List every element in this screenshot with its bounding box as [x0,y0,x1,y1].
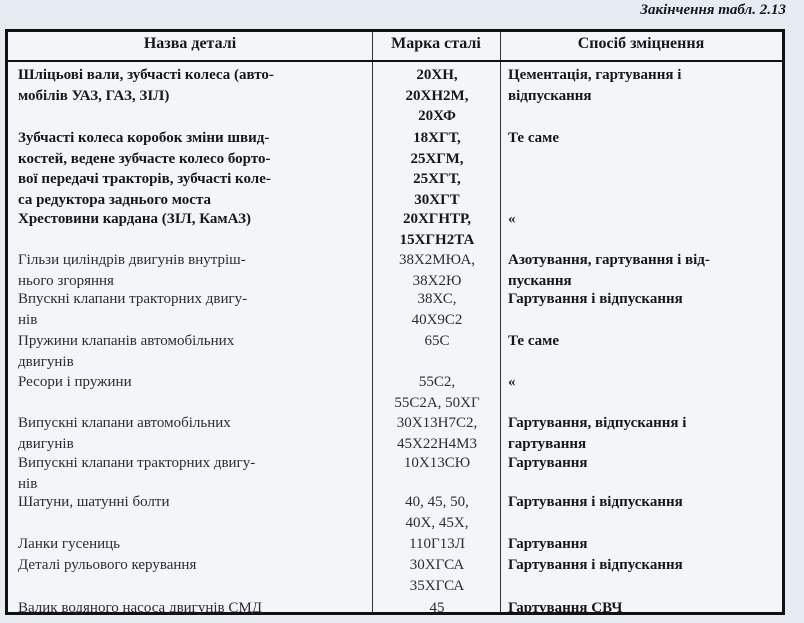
part-name-cell: Пружини клапанів автомобільних двигунів [18,333,235,370]
part-name-cell: Випускні клапани автомобільних двигунів [18,415,231,452]
hardening-method-cell: Гартування і відпускання [508,494,683,510]
hardening-method-cell: Гартування, відпускання і гартування [508,415,687,452]
part-name-cell: Шатуни, шатунні болти [18,494,170,510]
part-name-cell: Зубчасті колеса коробок зміни швид- костей, ведене зубчасте колесо борто- вої передачі тракторів, зубчасті коле- са редуктора заднього моста [18,130,271,208]
part-name-cell: Шліцьові вали, зубчасті колеса (авто- мобілів УАЗ, ГАЗ, ЗІЛ) [18,67,274,104]
hardening-method-cell: « [508,374,516,390]
hardening-method-cell: Те саме [508,333,560,349]
table-caption: Закінчення табл. 2.13 [640,2,786,18]
part-name-cell: Деталі рульового керування [18,557,197,573]
part-name-cell: Ланки гусениць [18,536,120,552]
steel-grade-cell: 20ХН, 20ХН2М, 20ХФ [405,67,469,124]
steel-table [5,29,785,615]
steel-grade-cell: 45 [429,600,445,616]
part-name-cell: Гільзи циліндрів двигунів внутріш- нього згоряння [18,252,246,289]
header-hardening-method: Спосіб зміцнення [577,35,705,52]
column-divider [500,32,501,612]
hardening-method-cell: Гартування і відпускання [508,291,683,307]
hardening-method-cell: Цементація, гартування і відпускання [508,67,682,104]
steel-grade-cell: 65С [424,333,450,349]
hardening-method-cell: Гартування [508,455,588,471]
hardening-method-cell: Гартування СВЧ [508,600,623,616]
part-name-cell: Ресори і пружини [18,374,132,390]
header-divider [8,60,782,62]
steel-grade-cell: 30Х13Н7С2, 45Х22Н4М3 [396,415,478,452]
steel-grade-cell: 18ХГТ, 25ХГМ, 25ХГТ, 30ХГТ [410,130,464,208]
hardening-method-cell: Гартування [508,536,588,552]
part-name-cell: Впускні клапани тракторних двигу- нів [18,291,248,328]
part-name-cell: Хрестовини кардана (ЗІЛ, КамАЗ) [18,211,251,227]
steel-grade-cell: 40, 45, 50, 40Х, 45Х, [405,494,469,531]
header-part-name: Назва деталі [143,35,237,52]
steel-grade-cell: 38Х2МЮА, 38Х2Ю [398,252,476,289]
steel-grade-cell: 20ХГНТР, 15ХГН2ТА [399,211,475,248]
part-name-cell: Валик водяного насоса двигунів СМД [18,600,262,616]
header-steel-grade: Марка сталі [391,35,481,52]
hardening-method-cell: Азотування, гартування і від- пускання [508,252,710,289]
steel-grade-cell: 10Х13СЮ [403,455,471,471]
steel-grade-cell: 55С2, 55С2А, 50ХГ [394,374,480,411]
steel-grade-cell: 30ХГСА 35ХГСА [409,557,465,594]
steel-grade-cell: 110Г13Л [409,536,465,552]
part-name-cell: Випускні клапани тракторних двигу- нів [18,455,256,492]
hardening-method-cell: Гартування і відпускання [508,557,683,573]
hardening-method-cell: Те саме [508,130,560,146]
steel-grade-cell: 38ХС, 40Х9С2 [411,291,463,328]
hardening-method-cell: « [508,211,516,227]
